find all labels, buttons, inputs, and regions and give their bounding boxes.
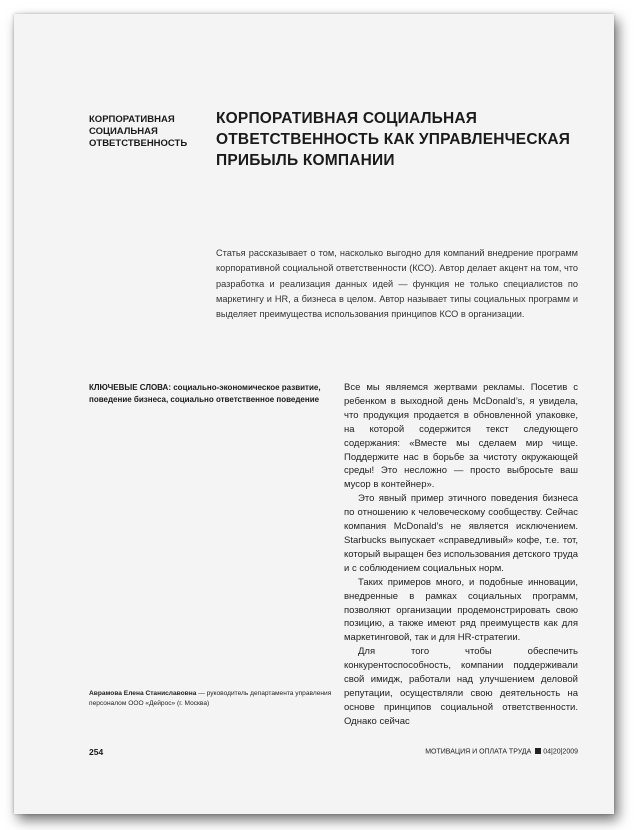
journal-page	[14, 14, 614, 814]
keywords-block	[89, 382, 329, 406]
section-label	[89, 114, 199, 150]
square-bullet-icon	[535, 748, 541, 754]
page-number: 254	[89, 747, 104, 757]
article-title-line: КОРПОРАТИВНАЯ СОЦИАЛЬНАЯ	[216, 110, 478, 127]
journal-issue: 04|20|2009	[543, 748, 578, 756]
article-abstract: Статья рассказывает о том, насколько выгодно для компаний внедрение программ корпоративной социальной ответственности (КСО). Автор делает акцент на том, что разработка и реализация данных идей — функция не только специалистов по маркетингу и HR, а бизнеса в целом. Автор называет типы социальных программ и выделяет преимущества использования принципов КСО в организации.	[216, 248, 578, 320]
article-body-column	[344, 381, 578, 729]
keywords-text: социально-экономическое развитие, поведение бизнеса, социально ответственное поведение	[89, 383, 321, 404]
section-label-line: ОТВЕТСТВЕННОСТЬ	[89, 138, 188, 149]
article-title	[216, 108, 576, 171]
journal-name: МОТИВАЦИЯ И ОПЛАТА ТРУДА	[425, 748, 532, 756]
body-paragraph: Таких примеров много, и подобные инновации, внедренные в рамках социальных программ, позволяют организации продемонстрировать свою позицию, а также имеют ряд преимуществ как для маркетинговой, так и для HR-стратегии.	[344, 576, 578, 644]
journal-footer	[425, 748, 578, 756]
section-label-line: КОРПОРАТИВНАЯ	[89, 114, 175, 125]
author-description: — руководитель департамента управления персоналом ООО «Дейрос» (г. Москва)	[89, 690, 332, 707]
section-label-line: СОЦИАЛЬНАЯ	[89, 126, 158, 137]
body-paragraph: Для того чтобы обеспечить конкурентоспособность, компании поддерживали свой имидж, работали над улучшением деловой репутации, осуществляли свою деятельность на основе принципов социальной ответственности. Однако сейчас	[344, 646, 578, 727]
author-name: Аврамова Елена Станиславовна	[89, 690, 197, 697]
keywords-label: КЛЮЧЕВЫЕ СЛОВА:	[89, 383, 171, 392]
article-title-line: ПРИБЫЛЬ КОМПАНИИ	[216, 152, 395, 169]
body-paragraph: Все мы являемся жертвами рекламы. Посетив с ребенком в выходной день McDonald’s, я увидела, что продукция продается в обновленной упаковке, на которой содержится текст следующего содержания: «Вместе мы сделаем мир чище. Поддержите нас в борьбе за чистоту окружающей среды! Это несложно — просто выбросьте ваш мусор в контейнер».	[344, 382, 578, 491]
article-title-line: ОТВЕТСТВЕННОСТЬ КАК УПРАВЛЕНЧЕСКАЯ	[216, 131, 571, 148]
author-note	[89, 689, 334, 709]
body-paragraph: Это явный пример этичного поведения бизнеса по отношению к человеческому сообществу. Сейчас компания McDonald’s не является исключением. Starbucks выпускает «справедливый» кофе, т.е. тот, который выращен без использования детского труда и с соблюдением социальных норм.	[344, 493, 578, 574]
